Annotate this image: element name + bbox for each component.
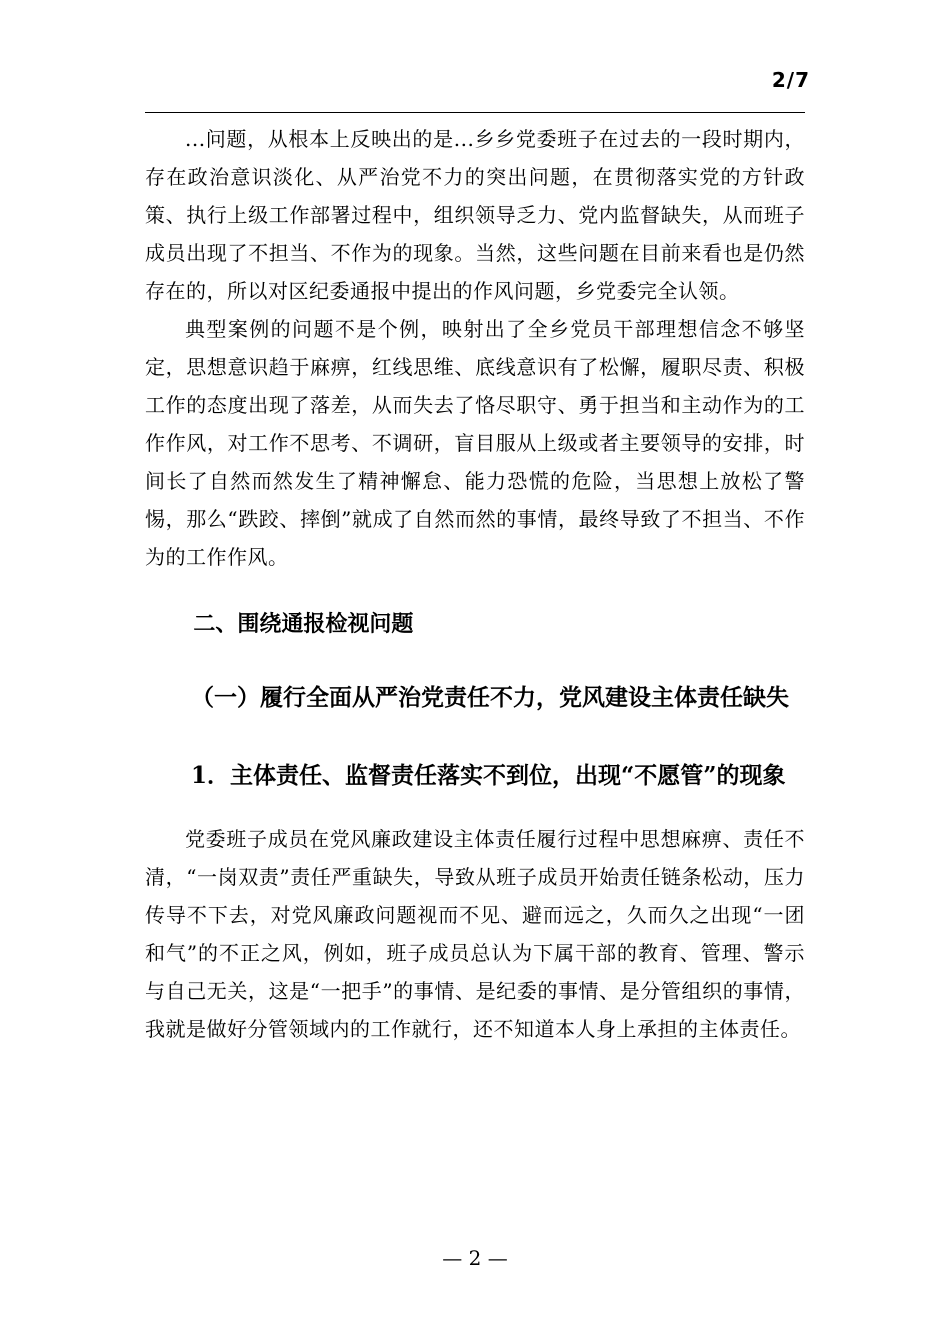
footer-page-number: — 2 — — [442, 1246, 508, 1270]
item-heading: 1．主体责任、监督责任落实不到位，出现“不愿管”的现象 — [191, 762, 786, 789]
body-paragraph: 典型案例的问题不是个例，映射出了全乡党员干部理想信念不够坚定，思想意识趋于麻痹，红线思维、底线意识有了松懈，履职尽责、积极工作的态度出现了落差，从而失去了恪尽职守、勇于担当和主动作为的工作作风，对工作不思考、不调研，盲目服从上级或者主要领导的安排，时间长了自然而然发生了精神懈怠、能力恐慌的危险，当思想上放松了警惕，那么“跌跤、摔倒”就成了自然而然的事情，最终导致了不担当、不作为的工作作风。 — [145, 317, 805, 569]
body-paragraph: 党委班子成员在党风廉政建设主体责任履行过程中思想麻痹、责任不清，“一岗双责”责任严重缺失，导致从班子成员开始责任链条松动，压力传导不下去，对党风廉政问题视而不见、避而远之，久而久之出现“一团和气”的不正之风，例如，班子成员总认为下属干部的教育、管理、警示与自己无关，这是“一把手”的事情、是纪委的事情、是分管组织的事情，我就是做好分管领域内的工作就行，还不知道本人身上承担的主体责任。 — [145, 827, 805, 1041]
body-paragraph: ...问题，从根本上反映出的是...乡乡党委班子在过去的一段时期内，存在政治意识淡化、从严治党不力的突出问题，在贯彻落实党的方针政策、执行上级工作部署过程中，组织领导乏力、党内监督缺失，从而班子成员出现了不担当、不作为的现象。当然，这些问题在目前来看也是仍然存在的，所以对区纪委通报中提出的作风问题，乡党委完全认领。 — [145, 127, 805, 303]
header-page-indicator: 2/7 — [771, 68, 810, 92]
subsection-heading: （一）履行全面从严治党责任不力，党风建设主体责任缺失 — [191, 684, 789, 711]
document-body — [145, 120, 805, 1048]
header-divider — [145, 112, 805, 113]
section-heading: 二、围绕通报检视问题 — [193, 612, 414, 637]
